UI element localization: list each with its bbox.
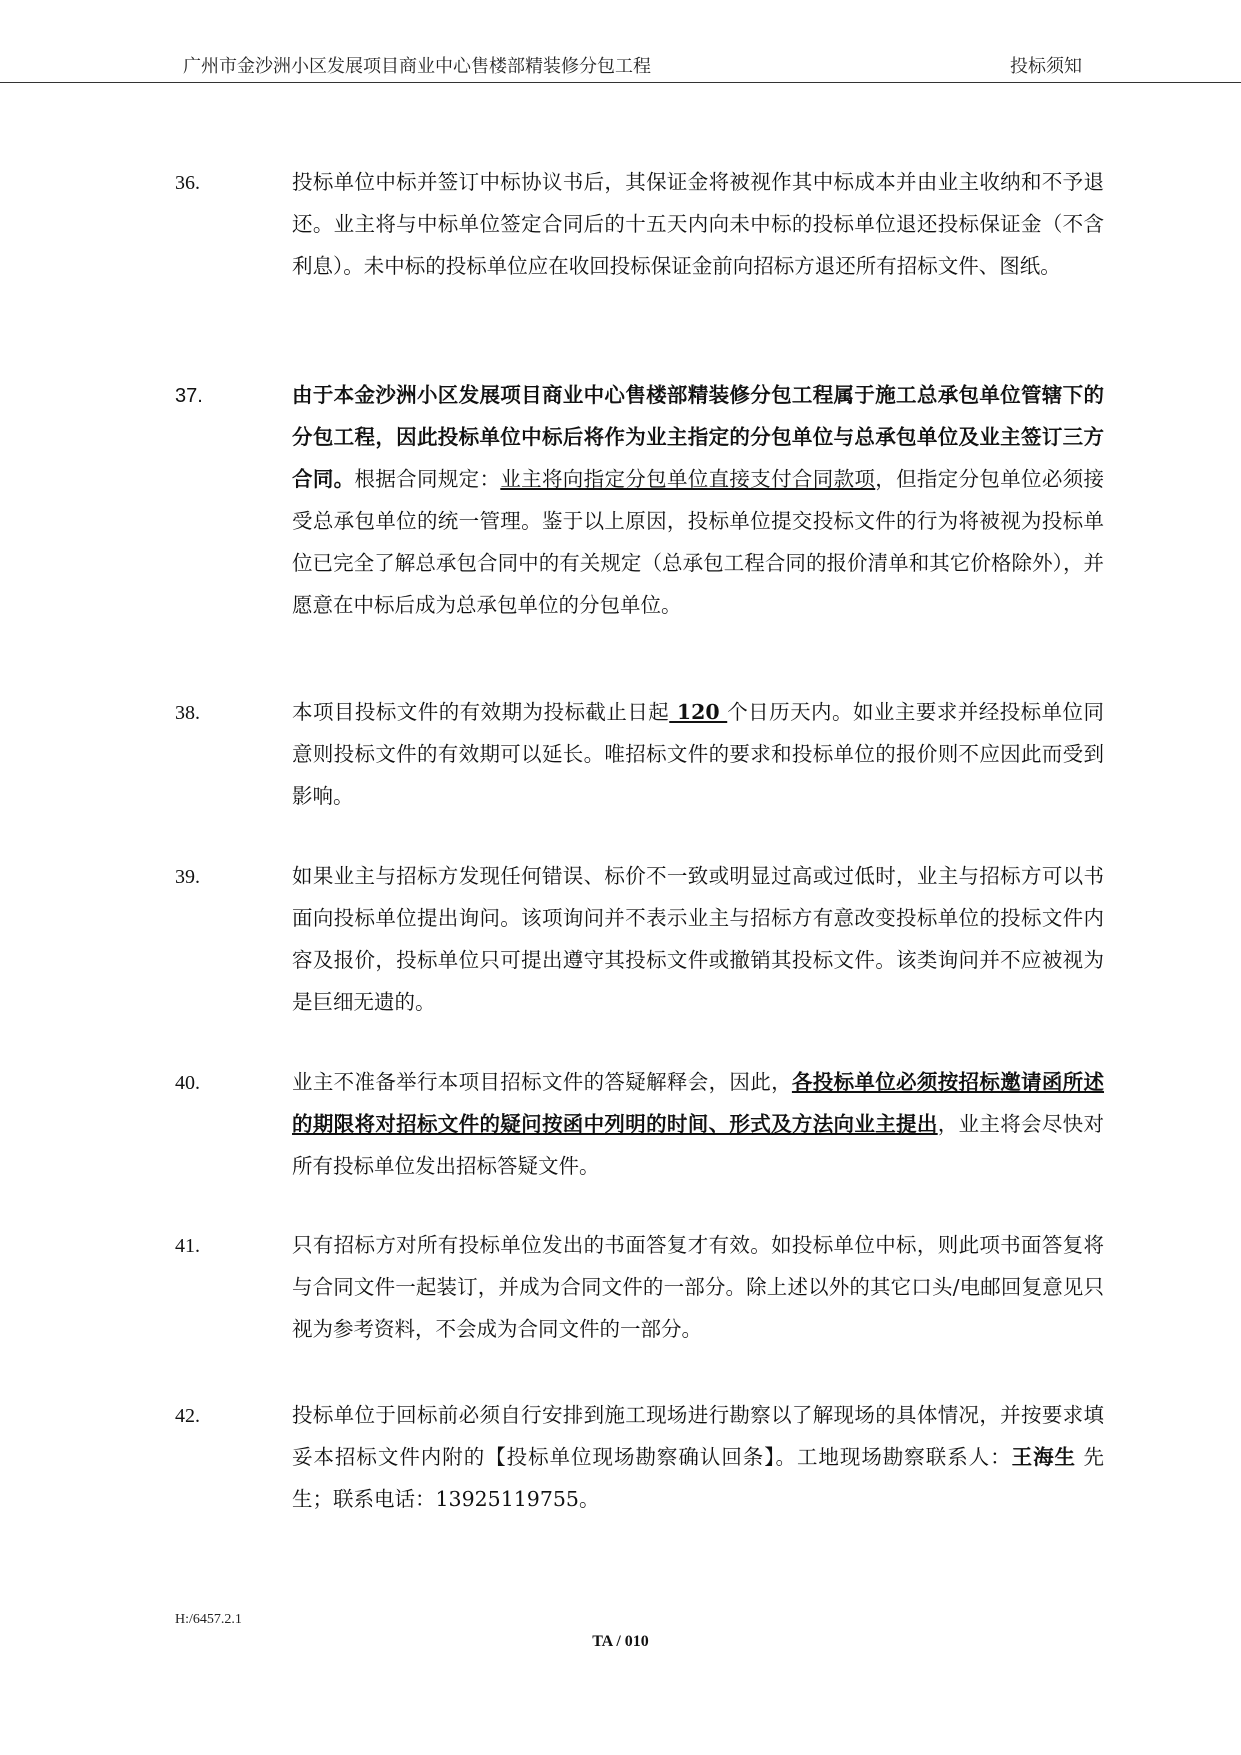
validity-days: 120 — [669, 700, 728, 724]
clause-number: 38. — [175, 702, 200, 724]
clause-text: 投标单位中标并签订中标协议书后，其保证金将被视作其中标成本并由业主收纳和不予退还。业主将与中标单位签定合同后的十五天内向未中标的投标单位退还投标保证金（不含利息）。未中标的投标单位应在收回投标保证金前向招标方退还所有招标文件、图纸。 — [292, 170, 1104, 278]
clause-text — [292, 1061, 1104, 1187]
clause-text-segment: ，但指定分包单位必须接受总承包单位的统一管理。鉴于以上原因，投标单位提交投标文件的行为将被视为投标单位已完全了解总承包合同中的有关规定（总承包工程合同的报价清单和其它价格除外），并愿意在中标后成为总承包单位的分包单位。 — [292, 467, 1105, 617]
clause-text-segment: 先生；联系电话：13925119755。 — [292, 1445, 1104, 1511]
clause-number: 42. — [175, 1405, 200, 1427]
clause-text-segment: 投标单位于回标前必须自行安排到施工现场进行勘察以了解现场的具体情况，并按要求填妥本招标文件内附的【投标单位现场勘察确认回条】。工地现场勘察联系人： — [292, 1403, 1104, 1469]
page-number: TA / 010 — [592, 1633, 649, 1650]
clause-number: 40. — [175, 1072, 200, 1094]
clause-text — [292, 1394, 1104, 1520]
document-title: 广州市金沙洲小区发展项目商业中心售楼部精装修分包工程 — [183, 56, 651, 77]
clause-number: 37. — [175, 385, 203, 407]
contact-name: 王海生 — [1011, 1445, 1077, 1469]
page-header — [0, 0, 1241, 83]
clause-text — [292, 374, 1104, 626]
clause-text-segment: ，业主将会尽快对所有投标单位发出招标答疑文件。 — [292, 1112, 1105, 1178]
clause-number: 41. — [175, 1235, 200, 1257]
file-code: H:/6457.2.1 — [175, 1612, 242, 1627]
clause-bold-text: 由于本金沙洲小区发展项目商业中心售楼部精装修分包工程属于施工总承包单位管辖下的分包工程，因此投标单位中标后将作为业主指定的分包单位与总承包单位及业主签订三方合同。 — [292, 383, 1104, 491]
section-title: 投标须知 — [1010, 56, 1082, 77]
clause-underlined-text: 各投标单位必须按招标邀请函所述的期限将对招标文件的疑问按函中列明的时间、形式及方法向业主提出 — [292, 1070, 1105, 1136]
clause-number: 36. — [175, 172, 200, 194]
clause-text-segment: 本项目投标文件的有效期为投标截止日起 — [292, 700, 670, 724]
clause-text: 如果业主与招标方发现任何错误、标价不一致或明显过高或过低时，业主与招标方可以书面向投标单位提出询问。该项询问并不表示业主与招标方有意改变投标单位的投标文件内容及报价，投标单位只可提出遵守其投标文件或撤销其投标文件。该类询问并不应被视为是巨细无遗的。 — [292, 864, 1104, 1014]
clause-underlined-text: 业主将向指定分包单位直接支付合同款项 — [500, 467, 876, 491]
clause-text — [292, 691, 1104, 817]
clause-number: 39. — [175, 866, 200, 888]
clause-text: 只有招标方对所有投标单位发出的书面答复才有效。如投标单位中标，则此项书面答复将与合同文件一起装订，并成为合同文件的一部分。除上述以外的其它口头/电邮回复意见只视为参考资料，不会成为合同文件的一部分。 — [292, 1233, 1104, 1341]
clause-text-segment: 业主不准备举行本项目招标文件的答疑解释会，因此， — [292, 1070, 792, 1094]
clause-text-segment: 根据合同规定： — [354, 467, 501, 491]
clause-text-segment: 个日历天内。如业主要求并经投标单位同意则投标文件的有效期可以延长。唯招标文件的要求和投标单位的报价则不应因此而受到影响。 — [292, 700, 1104, 808]
